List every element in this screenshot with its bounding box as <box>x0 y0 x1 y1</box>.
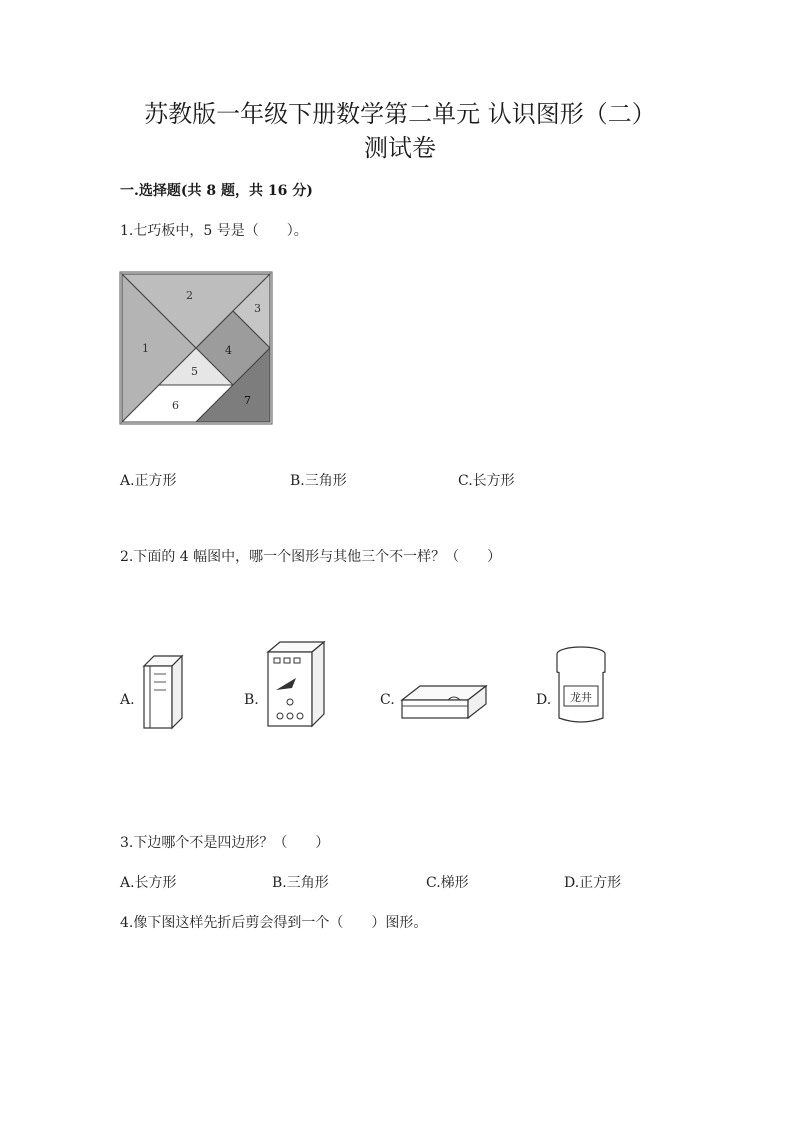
q3-option-a[interactable]: A.长方形 <box>120 875 177 891</box>
question-1-stem: 1.七巧板中，5 号是（ ）。 <box>120 223 308 239</box>
tangram-label-2: 2 <box>186 289 193 302</box>
section-heading: 一.选择题(共 8 题，共 16 分) <box>120 183 313 199</box>
q3-option-d[interactable]: D.正方形 <box>564 875 622 891</box>
book-icon <box>140 652 188 732</box>
tangram-label-1: 1 <box>142 342 149 355</box>
q2-option-d[interactable]: D. <box>536 692 552 708</box>
page-title-line2: 测试卷 <box>364 134 436 162</box>
q2-option-c[interactable]: C. <box>380 692 395 708</box>
tangram-label-3: 3 <box>254 302 261 315</box>
q1-option-c[interactable]: C.长方形 <box>458 473 515 489</box>
question-4-stem: 4.像下图这样先折后剪会得到一个（ ）图形。 <box>120 915 428 931</box>
tangram-label-4: 4 <box>225 344 232 357</box>
tangram-label-7: 7 <box>244 394 251 407</box>
flat-box-icon <box>398 680 490 724</box>
page-title-line1: 苏教版一年级下册数学第二单元 认识图形（二） <box>144 100 656 128</box>
q3-option-b[interactable]: B.三角形 <box>272 875 329 891</box>
tangram-label-6: 6 <box>172 399 179 412</box>
tangram-figure <box>116 268 280 432</box>
q1-option-b[interactable]: B.三角形 <box>290 473 347 489</box>
drink-box-icon <box>262 638 332 730</box>
tea-jar-icon <box>552 642 610 728</box>
tangram-label-5: 5 <box>191 365 198 378</box>
q3-option-c[interactable]: C.梯形 <box>426 875 469 891</box>
q1-option-a[interactable]: A.正方形 <box>120 473 177 489</box>
question-2-stem: 2.下面的 4 幅图中，哪一个图形与其他三个不一样？（ ） <box>120 549 502 565</box>
question-3-stem: 3.下边哪个不是四边形？（ ） <box>120 835 330 851</box>
jar-label: 龙井 <box>570 691 592 704</box>
q2-option-a[interactable]: A. <box>120 692 135 708</box>
q2-option-b[interactable]: B. <box>244 692 259 708</box>
